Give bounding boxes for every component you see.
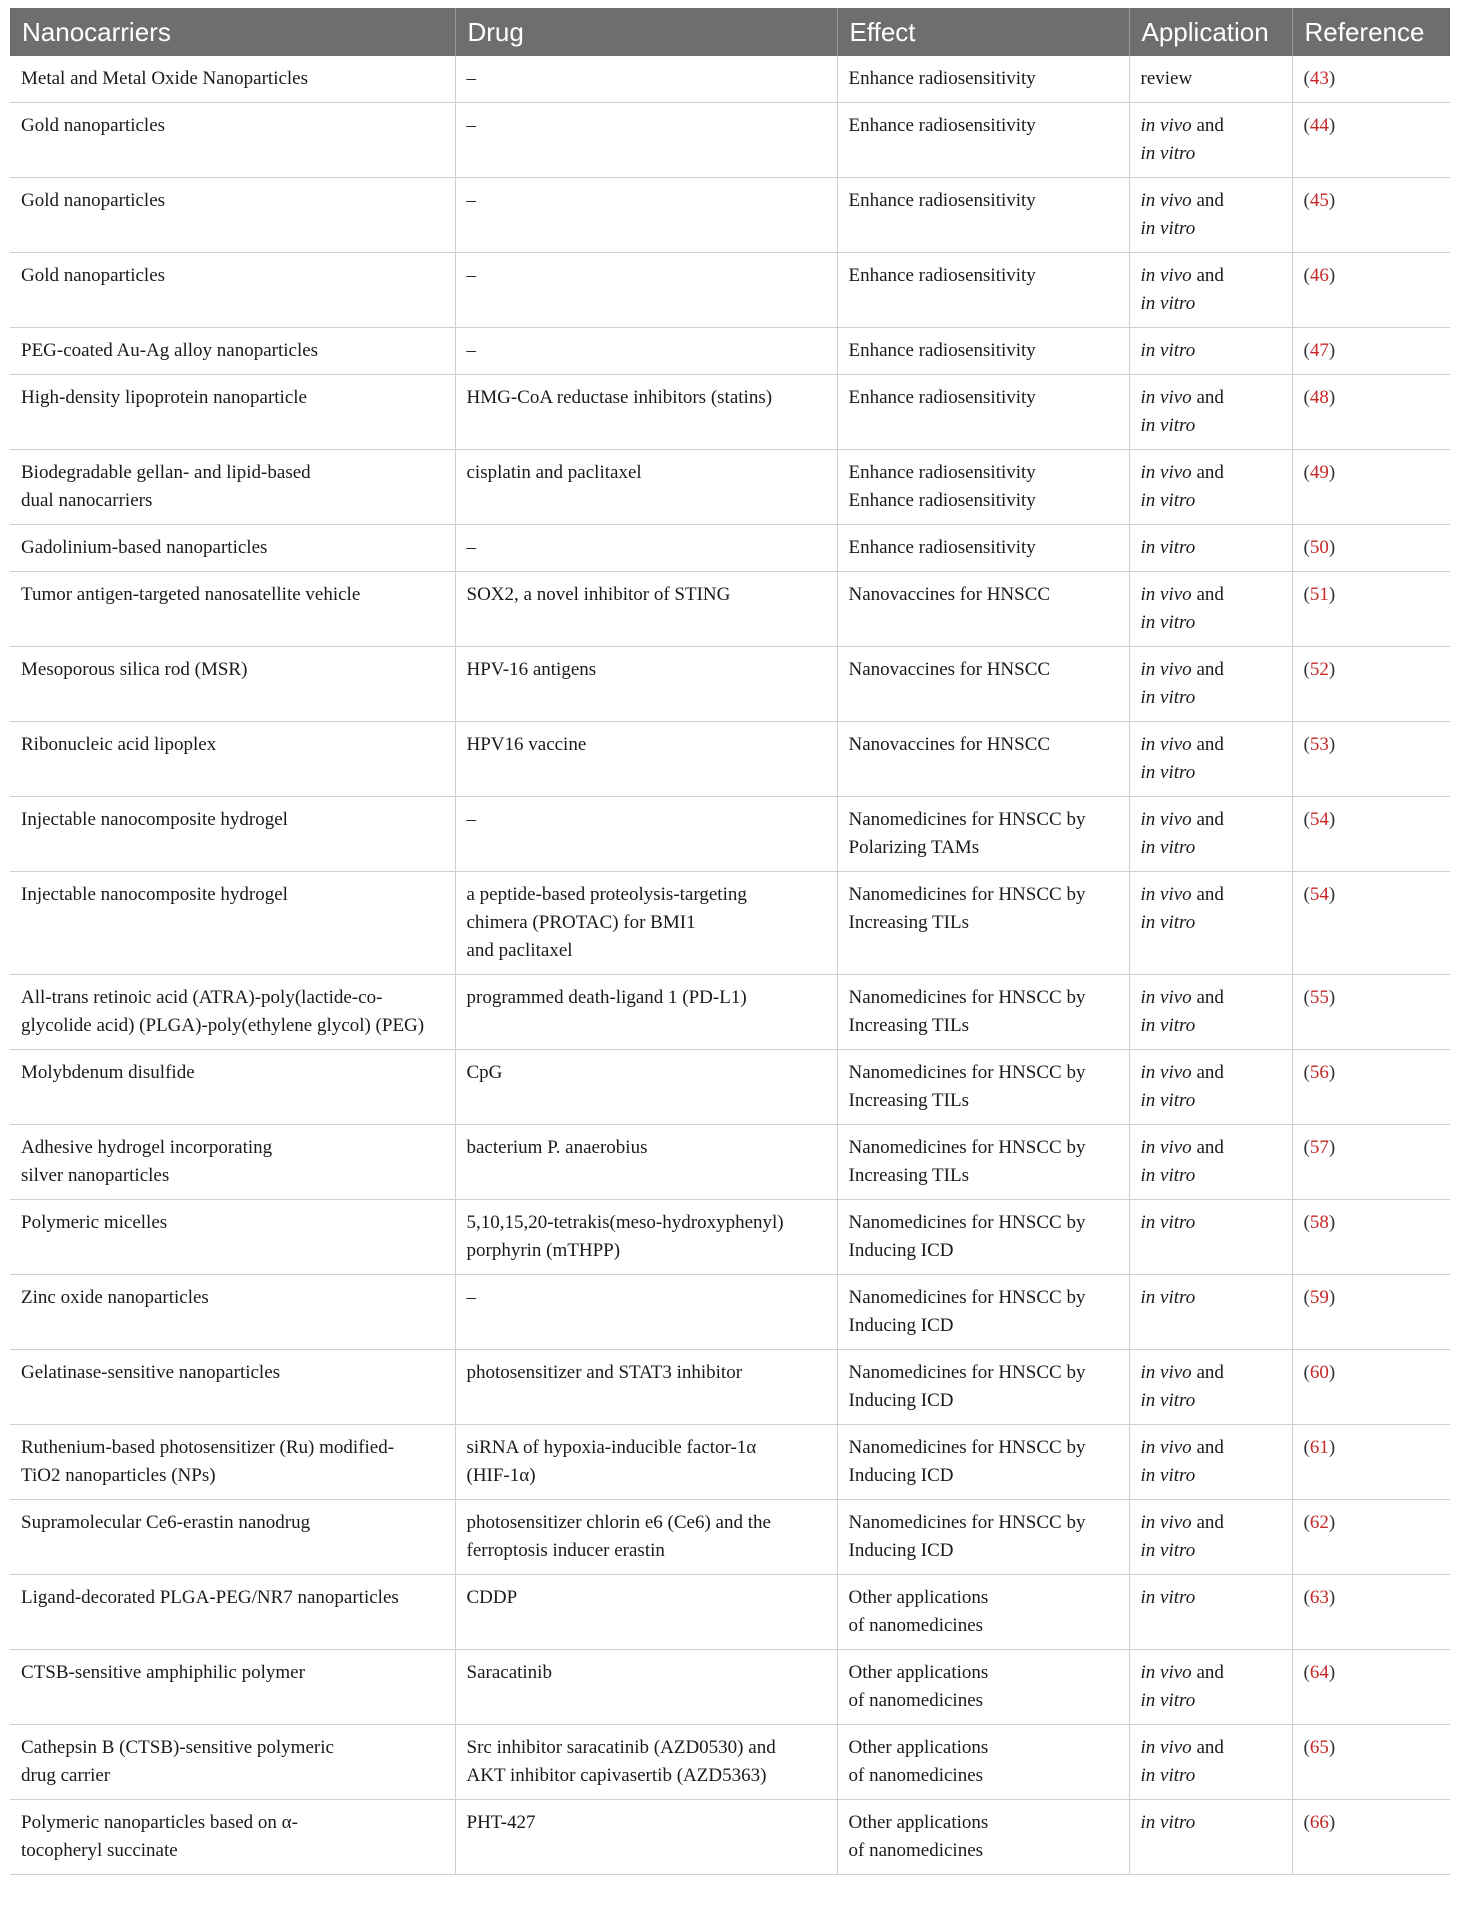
cell-effect: Nanomedicines for HNSCC by Increasing TILs [837, 1050, 1129, 1125]
cell-nanocarrier: Gold nanoparticles [10, 178, 455, 253]
cell-nanocarrier: Gold nanoparticles [10, 253, 455, 328]
cell-application: in vivo and in vitro [1129, 103, 1292, 178]
cell-effect: Enhance radiosensitivity [837, 103, 1129, 178]
cell-drug: bacterium P. anaerobius [455, 1125, 837, 1200]
cell-nanocarrier: Supramolecular Ce6-erastin nanodrug [10, 1500, 455, 1575]
cell-application: in vitro [1129, 525, 1292, 572]
reference-link[interactable]: 63 [1309, 1587, 1329, 1608]
cell-effect: Nanovaccines for HNSCC [837, 647, 1129, 722]
cell-reference[interactable]: (45) [1292, 178, 1450, 253]
cell-application: in vivo and in vitro [1129, 647, 1292, 722]
cell-reference[interactable]: (50) [1292, 525, 1450, 572]
cell-reference[interactable]: (57) [1292, 1125, 1450, 1200]
cell-application: in vivo and in vitro [1129, 1425, 1292, 1500]
cell-nanocarrier: Gold nanoparticles [10, 103, 455, 178]
reference-link[interactable]: 64 [1309, 1662, 1329, 1683]
cell-nanocarrier: Biodegradable gellan- and lipid-based dual nanocarriers [10, 450, 455, 525]
cell-nanocarrier: Cathepsin B (CTSB)-sensitive polymeric drug carrier [10, 1725, 455, 1800]
nanocarrier-table-container [10, 8, 1450, 1875]
reference-link[interactable]: 53 [1309, 734, 1329, 755]
nanocarrier-table [10, 8, 1450, 1875]
cell-reference[interactable]: (49) [1292, 450, 1450, 525]
cell-drug: CDDP [455, 1575, 837, 1650]
cell-drug: cisplatin and paclitaxel [455, 450, 837, 525]
cell-application: in vivo and in vitro [1129, 1500, 1292, 1575]
table-row [10, 1350, 1450, 1425]
cell-reference[interactable]: (61) [1292, 1425, 1450, 1500]
reference-link[interactable]: 65 [1309, 1737, 1329, 1758]
cell-drug: Saracatinib [455, 1650, 837, 1725]
reference-link[interactable]: 58 [1309, 1212, 1329, 1233]
reference-link[interactable]: 55 [1309, 987, 1329, 1008]
cell-application: in vivo and in vitro [1129, 1050, 1292, 1125]
table-row [10, 572, 1450, 647]
cell-reference[interactable]: (58) [1292, 1200, 1450, 1275]
cell-application: in vitro [1129, 1800, 1292, 1875]
cell-nanocarrier: Zinc oxide nanoparticles [10, 1275, 455, 1350]
cell-nanocarrier: Tumor antigen-targeted nanosatellite vehicle [10, 572, 455, 647]
table-row [10, 722, 1450, 797]
cell-reference[interactable]: (56) [1292, 1050, 1450, 1125]
reference-link[interactable]: 50 [1309, 537, 1329, 558]
table-row [10, 1275, 1450, 1350]
cell-drug: – [455, 253, 837, 328]
table-row [10, 797, 1450, 872]
table-row [10, 103, 1450, 178]
cell-drug: – [455, 328, 837, 375]
cell-effect: Nanomedicines for HNSCC by Inducing ICD [837, 1425, 1129, 1500]
cell-application: in vivo and in vitro [1129, 872, 1292, 975]
cell-drug: – [455, 797, 837, 872]
table-row [10, 1050, 1450, 1125]
cell-application: in vivo and in vitro [1129, 797, 1292, 872]
cell-nanocarrier: Metal and Metal Oxide Nanoparticles [10, 56, 455, 103]
cell-nanocarrier: CTSB-sensitive amphiphilic polymer [10, 1650, 455, 1725]
cell-nanocarrier: Ruthenium-based photosensitizer (Ru) modified- TiO2 nanoparticles (NPs) [10, 1425, 455, 1500]
cell-drug: siRNA of hypoxia-inducible factor-1α (HIF-1α) [455, 1425, 837, 1500]
cell-effect: Other applications of nanomedicines [837, 1575, 1129, 1650]
cell-effect: Nanomedicines for HNSCC by Inducing ICD [837, 1350, 1129, 1425]
reference-link[interactable]: 62 [1309, 1512, 1329, 1533]
cell-nanocarrier: Injectable nanocomposite hydrogel [10, 872, 455, 975]
cell-application: in vivo and in vitro [1129, 375, 1292, 450]
reference-link[interactable]: 52 [1309, 659, 1329, 680]
table-row [10, 872, 1450, 975]
cell-effect: Enhance radiosensitivity [837, 525, 1129, 572]
cell-application: review [1129, 56, 1292, 103]
cell-drug: photosensitizer and STAT3 inhibitor [455, 1350, 837, 1425]
cell-nanocarrier: Polymeric nanoparticles based on α- tocopheryl succinate [10, 1800, 455, 1875]
cell-effect: Nanomedicines for HNSCC by Increasing TILs [837, 872, 1129, 975]
table-row [10, 1200, 1450, 1275]
table-row [10, 328, 1450, 375]
table-row [10, 525, 1450, 572]
cell-effect: Nanomedicines for HNSCC by Increasing TILs [837, 1125, 1129, 1200]
cell-reference[interactable]: (44) [1292, 103, 1450, 178]
reference-link[interactable]: 51 [1309, 584, 1329, 605]
cell-effect: Nanovaccines for HNSCC [837, 722, 1129, 797]
reference-link[interactable]: 49 [1309, 462, 1329, 483]
cell-application: in vivo and in vitro [1129, 1725, 1292, 1800]
cell-effect: Enhance radiosensitivity Enhance radiosensitivity [837, 450, 1129, 525]
cell-nanocarrier: All-trans retinoic acid (ATRA)-poly(lactide-co- glycolide acid) (PLGA)-poly(ethylene glycol) (PEG) [10, 975, 455, 1050]
cell-nanocarrier: PEG-coated Au-Ag alloy nanoparticles [10, 328, 455, 375]
cell-reference[interactable]: (47) [1292, 328, 1450, 375]
reference-link[interactable]: 57 [1309, 1137, 1329, 1158]
cell-effect: Enhance radiosensitivity [837, 375, 1129, 450]
cell-reference[interactable]: (43) [1292, 56, 1450, 103]
cell-reference[interactable]: (63) [1292, 1575, 1450, 1650]
cell-application: in vivo and in vitro [1129, 975, 1292, 1050]
cell-reference[interactable]: (55) [1292, 975, 1450, 1050]
cell-drug: photosensitizer chlorin e6 (Ce6) and the ferroptosis inducer erastin [455, 1500, 837, 1575]
reference-link[interactable]: 59 [1309, 1287, 1329, 1308]
cell-nanocarrier: Molybdenum disulfide [10, 1050, 455, 1125]
header-effect: Effect [837, 8, 1129, 56]
cell-reference[interactable]: (51) [1292, 572, 1450, 647]
cell-application: in vivo and in vitro [1129, 1650, 1292, 1725]
table-row [10, 975, 1450, 1050]
table-row [10, 375, 1450, 450]
cell-nanocarrier: Adhesive hydrogel incorporating silver nanoparticles [10, 1125, 455, 1200]
cell-drug: CpG [455, 1050, 837, 1125]
cell-application: in vivo and in vitro [1129, 1125, 1292, 1200]
reference-link[interactable]: 46 [1309, 265, 1329, 286]
table-body [10, 56, 1450, 1875]
cell-nanocarrier: Gelatinase-sensitive nanoparticles [10, 1350, 455, 1425]
reference-link[interactable]: 56 [1309, 1062, 1329, 1083]
cell-application: in vivo and in vitro [1129, 1350, 1292, 1425]
table-row [10, 253, 1450, 328]
cell-application: in vivo and in vitro [1129, 253, 1292, 328]
cell-effect: Nanomedicines for HNSCC by Increasing TILs [837, 975, 1129, 1050]
cell-drug: 5,10,15,20-tetrakis(meso-hydroxyphenyl) porphyrin (mTHPP) [455, 1200, 837, 1275]
reference-link[interactable]: 43 [1309, 68, 1329, 89]
cell-effect: Other applications of nanomedicines [837, 1800, 1129, 1875]
table-row [10, 1800, 1450, 1875]
cell-drug: a peptide-based proteolysis-targeting chimera (PROTAC) for BMI1 and paclitaxel [455, 872, 837, 975]
cell-drug: HPV16 vaccine [455, 722, 837, 797]
reference-link[interactable]: 61 [1309, 1437, 1329, 1458]
cell-reference[interactable]: (59) [1292, 1275, 1450, 1350]
cell-drug: – [455, 56, 837, 103]
cell-effect: Enhance radiosensitivity [837, 178, 1129, 253]
cell-application: in vivo and in vitro [1129, 178, 1292, 253]
cell-reference[interactable]: (54) [1292, 872, 1450, 975]
cell-effect: Nanomedicines for HNSCC by Inducing ICD [837, 1200, 1129, 1275]
cell-drug: – [455, 525, 837, 572]
table-row [10, 56, 1450, 103]
header-row [10, 8, 1450, 56]
cell-reference[interactable]: (46) [1292, 253, 1450, 328]
cell-effect: Nanovaccines for HNSCC [837, 572, 1129, 647]
table-row [10, 1725, 1450, 1800]
cell-nanocarrier: Ribonucleic acid lipoplex [10, 722, 455, 797]
table-header [10, 8, 1450, 56]
cell-effect: Nanomedicines for HNSCC by Inducing ICD [837, 1275, 1129, 1350]
table-row [10, 450, 1450, 525]
cell-drug: PHT-427 [455, 1800, 837, 1875]
reference-link[interactable]: 45 [1309, 190, 1329, 211]
table-row [10, 178, 1450, 253]
reference-link[interactable]: 66 [1309, 1812, 1329, 1833]
cell-drug: Src inhibitor saracatinib (AZD0530) and AKT inhibitor capivasertib (AZD5363) [455, 1725, 837, 1800]
reference-link[interactable]: 54 [1309, 884, 1329, 905]
cell-reference[interactable]: (65) [1292, 1725, 1450, 1800]
cell-application: in vitro [1129, 1200, 1292, 1275]
header-reference: Reference [1292, 8, 1450, 56]
cell-application: in vivo and in vitro [1129, 722, 1292, 797]
cell-application: in vitro [1129, 1275, 1292, 1350]
cell-application: in vitro [1129, 1575, 1292, 1650]
table-row [10, 1650, 1450, 1725]
cell-effect: Nanomedicines for HNSCC by Inducing ICD [837, 1500, 1129, 1575]
cell-reference[interactable]: (48) [1292, 375, 1450, 450]
cell-effect: Enhance radiosensitivity [837, 253, 1129, 328]
reference-link[interactable]: 44 [1309, 115, 1329, 136]
table-row [10, 647, 1450, 722]
cell-application: in vivo and in vitro [1129, 572, 1292, 647]
cell-reference[interactable]: (66) [1292, 1800, 1450, 1875]
reference-link[interactable]: 54 [1309, 809, 1329, 830]
table-row [10, 1575, 1450, 1650]
cell-drug: – [455, 1275, 837, 1350]
reference-link[interactable]: 47 [1309, 340, 1329, 361]
cell-drug: HPV-16 antigens [455, 647, 837, 722]
cell-drug: SOX2, a novel inhibitor of STING [455, 572, 837, 647]
reference-link[interactable]: 48 [1309, 387, 1329, 408]
cell-drug: HMG-CoA reductase inhibitors (statins) [455, 375, 837, 450]
cell-effect: Enhance radiosensitivity [837, 56, 1129, 103]
cell-nanocarrier: Injectable nanocomposite hydrogel [10, 797, 455, 872]
cell-application: in vivo and in vitro [1129, 450, 1292, 525]
header-drug: Drug [455, 8, 837, 56]
cell-reference[interactable]: (62) [1292, 1500, 1450, 1575]
cell-drug: – [455, 103, 837, 178]
cell-nanocarrier: Ligand-decorated PLGA-PEG/NR7 nanoparticles [10, 1575, 455, 1650]
cell-reference[interactable]: (54) [1292, 797, 1450, 872]
header-nanocarriers: Nanocarriers [10, 8, 455, 56]
cell-reference[interactable]: (52) [1292, 647, 1450, 722]
cell-reference[interactable]: (53) [1292, 722, 1450, 797]
cell-nanocarrier: High-density lipoprotein nanoparticle [10, 375, 455, 450]
cell-effect: Other applications of nanomedicines [837, 1650, 1129, 1725]
header-application: Application [1129, 8, 1292, 56]
cell-nanocarrier: Gadolinium-based nanoparticles [10, 525, 455, 572]
cell-effect: Enhance radiosensitivity [837, 328, 1129, 375]
table-row [10, 1425, 1450, 1500]
cell-reference[interactable]: (60) [1292, 1350, 1450, 1425]
cell-effect: Nanomedicines for HNSCC by Polarizing TAMs [837, 797, 1129, 872]
cell-nanocarrier: Mesoporous silica rod (MSR) [10, 647, 455, 722]
cell-application: in vitro [1129, 328, 1292, 375]
cell-drug: programmed death-ligand 1 (PD-L1) [455, 975, 837, 1050]
cell-nanocarrier: Polymeric micelles [10, 1200, 455, 1275]
cell-reference[interactable]: (64) [1292, 1650, 1450, 1725]
cell-drug: – [455, 178, 837, 253]
table-row [10, 1500, 1450, 1575]
table-row [10, 1125, 1450, 1200]
cell-effect: Other applications of nanomedicines [837, 1725, 1129, 1800]
reference-link[interactable]: 60 [1309, 1362, 1329, 1383]
